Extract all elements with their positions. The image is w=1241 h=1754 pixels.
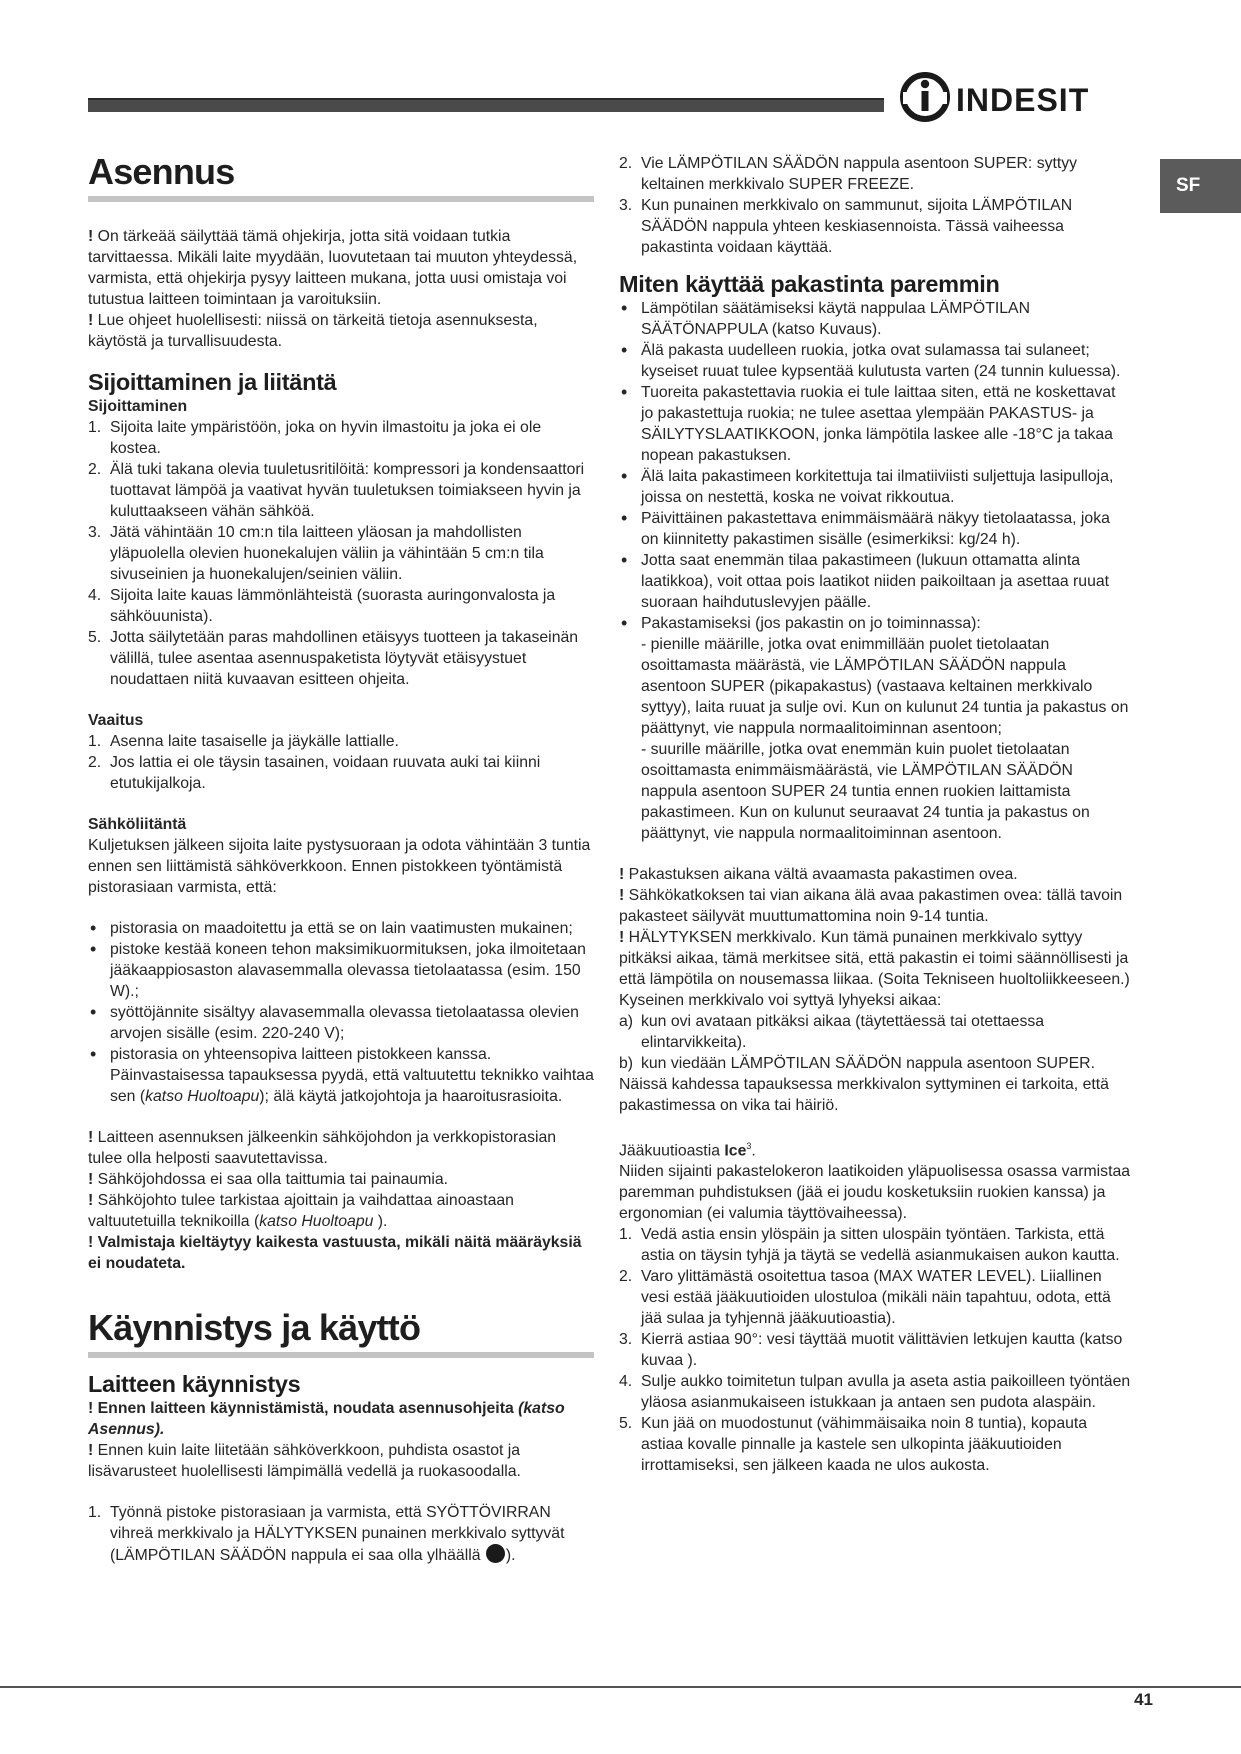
sahkoliitanta-title: Sähköliitäntä [88, 816, 187, 833]
list-item: 2. Vie LÄMPÖTILAN SÄÄDÖN nappula asentoon SUPER: syttyy keltainen merkkivalo SUPER FREEZE. [619, 155, 1078, 193]
bullet-item: • Pakastamiseksi (jos pakastin on jo toiminnassa): [621, 613, 981, 633]
bullet-item: • pistorasia on maadoitettu ja että se on lain vaatimusten mukainen; [90, 918, 573, 938]
miten-title: Miten käyttää pakastinta paremmin [619, 271, 1000, 297]
bullet-item: • syöttöjännite sisältyy alavasemmalla olevassa tietolaatassa olevien arvojen sisälle (esim. 220-240 V); [90, 1002, 579, 1042]
sijoittaminen-title: Sijoittaminen ja liitäntä [88, 369, 337, 395]
list-item: 5. Kun jää on muodostunut (vähimmäisaika noin 8 tuntia), kopauta astiaa kovalle pinnalle ja kastele sen ulkopinta jääkuutioiden irrottamiseksi, sen jälkeen kaada ne ulos aukosta. [619, 1415, 1088, 1475]
intro-paragraph: ! Lue ohjeet huolellisesti: niissä on tärkeitä tietoja asennuksesta, käytöstä ja turvallisuudesta. [88, 312, 538, 350]
bullet-item: • Jotta saat enemmän tilaa pakastimeen (lukuun ottamatta alinta laatikkoa), voit ottaa pois laatikot niiden paikoiltaan ja asettaa ruuat suoraan haihdutuslevyjen päälle. [621, 550, 1110, 611]
laitteen-kaynnistys-title: Laitteen käynnistys [88, 1371, 301, 1397]
warning-paragraph: ! Laitteen asennuksen jälkeenkin sähköjohdon ja verkkopistorasian tulee olla helposti saavutettavissa. [88, 1129, 557, 1167]
list-item: 2. Varo ylittämästä osoitettua tasoa (MAX WATER LEVEL). Liiallinen vesi estää jääkuutioiden ulostuloa (mikäli näin tapahtuu, odota, että jää sulaa ja tyhjennä jääkuutioastia). [619, 1268, 1111, 1328]
brand-wordmark: INDESIT [956, 82, 1090, 118]
indesit-logo [898, 72, 1128, 132]
small-quantity-text: - pienille määrille, jotka ovat enimmillään puolet tietolaatan osoittamasta määrästä, vie LÄMPÖTILAN SÄÄDÖN nappula asentoon SUPER (pikapakastus) (vastaava keltainen merkkivalo syttyy), laita ruuat ja sulje ovi. Kun on kulunut 24 tuntia ja pakastus on päättynyt, vie nappula normaalitoiminnan asentoon; [641, 636, 1129, 737]
list-item: 1. Vedä astia ensin ylöspäin ja sitten ulospäin työntäen. Tarkista, että astia on täysin tyhjä ja täytä se vedellä asianmukaisen aukon kautta. [619, 1226, 1120, 1265]
list-item: 3. Kun punainen merkkivalo on sammunut, sijoita LÄMPÖTILAN SÄÄDÖN nappula yhteen keskiasennoista. Tässä vaiheessa pakastinta voidaan käyttää. [619, 197, 1073, 256]
bullet-item: • Lämpötilan säätämiseksi käytä nappulaa LÄMPÖTILAN SÄÄTÖNAPPULA (katso Kuvaus). [621, 298, 1030, 338]
footer-rule [0, 1686, 1241, 1688]
list-item: 5. Jotta säilytetään paras mahdollinen etäisyys tuotteen ja takaseinän välillä, tulee asentaa asennuspaketista löytyvät etäisyystuet noudattaen niitä kuvaavan esitteen ohjeita. [88, 629, 579, 688]
list-item: a) kun ovi avataan pitkäksi aikaa (täytettäessä tai otettaessa elintarvikkeita). [619, 1013, 1045, 1051]
sijoittaminen-subtitle: Sijoittaminen [88, 398, 188, 415]
language-tab: SF [1160, 159, 1241, 213]
note-paragraph: ! HÄLYTYKSEN merkkivalo. Kun tämä punainen merkkivalo syttyy pitkäksi aikaa, tämä merkitsee sitä, että pakastin ei toimi säännöllisesti ja että lämpötila on nousemassa liikaa. (Soita Tekniseen huoltoliikkeeseen.) [619, 929, 1130, 988]
list-item: 2. Älä tuki takana olevia tuuletusritilöitä: kompressori ja kondensaattori tuottavat lämpöä ja vaativat hyvän tuuletuksen toimiakseen hyvin ja kuluttaakseen vähän sähköä. [88, 461, 585, 520]
left-column [88, 150, 594, 1566]
vaaitus-title: Vaaitus [88, 712, 144, 729]
warning-paragraph: ! Sähköjohto tulee tarkistaa ajoittain ja vaihdattaa ainoastaan valtuutetuilla teknikoilla (katso Huoltoapu ). [88, 1192, 514, 1230]
note-paragraph: ! Sähkökatkoksen tai vian aikana älä avaa pakastimen ovea: tällä tavoin pakasteet säilyvät muuttumattomina noin 9-14 tuntia. [619, 887, 1123, 925]
page-number: 41 [1134, 1690, 1153, 1709]
liability-warning: ! Valmistaja kieltäytyy kaikesta vastuusta, mikäli näitä määräyksiä ei noudateta. [88, 1234, 582, 1272]
bullet-item: • Älä laita pakastimeen korkitettuja tai ilmatiiviisti suljettuja lasipulloja, joissa on nestettä, koska ne voivat rikkoutua. [621, 466, 1114, 506]
kaynnistys-title: Käynnistys ja käyttö [88, 1307, 421, 1348]
large-quantity-text: - suurille määrille, jotka ovat enemmän kuin puolet tietolaatan osoittamasta enimmäismäärästä, vie LÄMPÖTILAN SÄÄDÖN nappula asentoon SUPER 24 tuntia ennen ruokien laittamista pakastimeen. Kun on kulunut seuraavat 24 tuntia ja pakastus on päättynyt, vie nappula normaalitoiminnan asentoon. [641, 741, 1090, 842]
note-paragraph: ! Pakastuksen aikana vältä avaamasta pakastimen ovea. [619, 866, 1018, 883]
bullet-item: • Tuoreita pakastettavia ruokia ei tule laittaa siten, että ne koskettavat jo pakastettuja ruokia; ne tulee asettaa ylempään PAKASTUS- ja SÄILYTYSLAATIKKOON, jonka lämpötila laskee alle -18°C ja takaa nopean pakastuksen. [621, 382, 1116, 464]
list-item: 3. Kierrä astiaa 90°: vesi täyttää muotit välittävien letkujen kautta (katso kuvaa ). [619, 1331, 1123, 1370]
list-item: 1. Sijoita laite ympäristöön, joka on hyvin ilmastoitu ja joka ei ole kostea. [88, 419, 542, 457]
sahkoliitanta-intro: Kuljetuksen jälkeen sijoita laite pystysuoraan ja odota vähintään 3 tuntia ennen sen liittämistä sähköverkkoon. Ennen pistokkeen työntämistä pistorasiaan varmista, että: [88, 837, 591, 896]
list-item: b) kun viedään LÄMPÖTILAN SÄÄDÖN nappula asentoon SUPER. [619, 1055, 1095, 1072]
asennus-title: Asennus [88, 151, 235, 192]
header-bar [88, 98, 884, 112]
bullet-item: • Päivittäinen pakastettava enimmäismäärä näkyy tietolaatassa, joka on kiinnitetty pakastimen sisälle (esimerkiksi: kg/24 h). [621, 508, 1110, 548]
warning-paragraph: ! Sähköjohdossa ei saa olla taittumia tai painaumia. [88, 1171, 449, 1188]
bullet-item: • pistorasia on yhteensopiva laitteen pistokkeen kanssa. Päinvastaisessa tapauksessa pyydä, että valtuutettu teknikko vaihtaa sen (katso Huoltoapu); älä käytä jatkojohtoja ja haaroitusrasioita. [90, 1044, 594, 1105]
bullet-item: • pistoke kestää koneen tehon maksimikuormituksen, joka ilmoitetaan jääkaappiosaston alavasemmalla olevassa tietolaatassa (esim. 150 W).; [90, 939, 586, 1000]
bullet-item: • Älä pakasta uudelleen ruokia, jotka ovat sulamassa tai sulaneet; kyseiset ruuat tulee kypsentää kulutusta varten (24 tunnin kuluessa). [621, 340, 1121, 380]
knob-icon [486, 1544, 505, 1563]
list-item: 3. Jätä vähintään 10 cm:n tila laitteen yläosan ja mahdollisten yläpuolella olevien huonekalujen väliin ja vähintään 5 cm:n tila sivuseinien ja huonekalujen/seinien väliin. [88, 524, 544, 583]
ice-tray-heading: Jääkuutioastia Ice$^3$. [619, 1141, 756, 1160]
list-item: 1. Työnnä pistoke pistorasiaan ja varmista, että SYÖTTÖVIRRAN vihreä merkkivalo ja HÄLYTYKSEN punainen merkkivalo syttyvät (LÄMPÖTILAN SÄÄDÖN nappula ei saa olla ylhäällä ). [88, 1504, 565, 1564]
list-item: 2. Jos lattia ei ole täysin tasainen, voidaan ruuvata auki tai kiinni etutukijalkoja. [88, 754, 541, 792]
ice-tray-intro: Niiden sijainti pakastelokeron laatikoiden yläpuolisessa osassa varmistaa paremman puhdistuksen (jää ei joudu kosketuksiin ruokien kanssa) ja ergonomian (ei valumia täyttövaiheessa). [619, 1163, 1131, 1223]
alarm-outro: Näissä kahdessa tapauksessa merkkivalon syttyminen ei tarkoita, että pakastimessa on vika tai häiriö. [619, 1076, 1109, 1114]
list-item: 1. Asenna laite tasaiselle ja jäykälle lattialle. [88, 733, 399, 750]
cleaning-warning: ! Ennen kuin laite liitetään sähköverkkoon, puhdista osastot ja lisävarusteet huolellisesti lämpimällä vedellä ja ruokasoodalla. [88, 1442, 521, 1480]
intro-paragraph: ! On tärkeää säilyttää tämä ohjekirja, jotta sitä voidaan tutkia tarvittaessa. Mikäli laite myydään, luovutetaan tai muuton yhteydessä, varmista, että ohjekirja pysyy laitteen mukana, jotta uusi omistaja voi tutustua laitteen toimintaan ja varoituksiin. [88, 228, 578, 308]
list-item: 4. Sijoita laite kauas lämmönlähteistä (suorasta auringonvalosta ja sähköuunista). [88, 587, 556, 625]
alarm-intro: Kyseinen merkkivalo voi syttyä lyhyeksi aikaa: [619, 992, 942, 1009]
right-column [619, 153, 1131, 1476]
list-item: 4. Sulje aukko toimitetun tulpan avulla ja aseta astia paikoilleen työntäen yläosa asianmukaiseen istukkaan ja antaen sen pudota alaspäin. [619, 1373, 1131, 1412]
startup-warning: ! Ennen laitteen käynnistämistä, noudata asennusohjeita (katso Asennus). [88, 1400, 565, 1438]
